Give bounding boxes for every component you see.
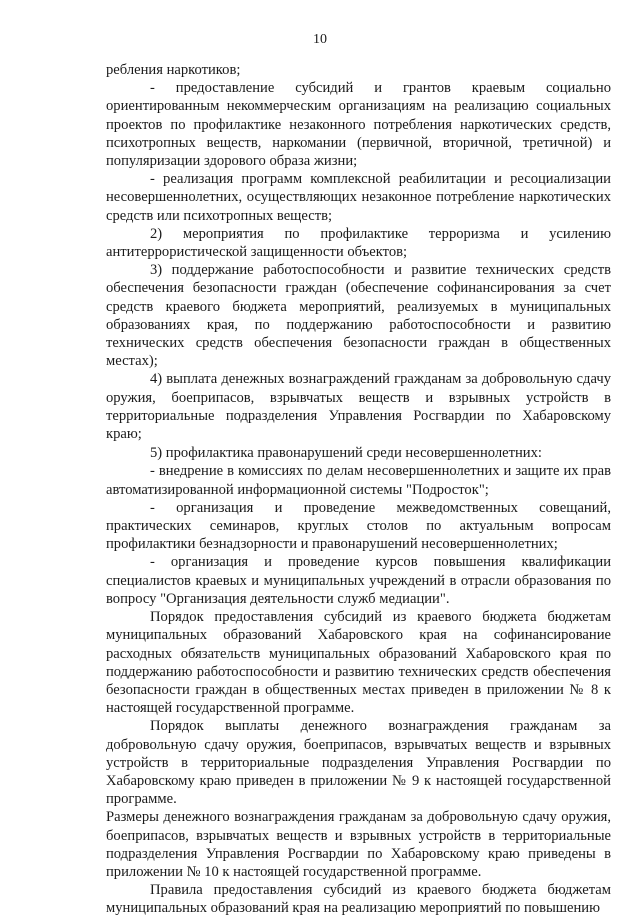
body-text [106,61,611,918]
paragraph-meetings-seminars: - организация и проведение межведомственных совещаний, практических семинаров, круглых столов по актуальным вопросам профилактики безнадзорности и правонарушений несовершеннолетних; [106,499,611,553]
paragraph-rehabilitation: - реализация программ комплексной реабилитации и ресоциализации несовершеннолетних, осуществляющих незаконное потребление наркотических средств или психотропных веществ; [106,171,611,224]
paragraph-reward-amounts: Размеры денежного вознаграждения гражданам за добровольную сдачу оружия, боеприпасов, взрывчатых веществ и взрывных устройств в территориальные подразделения Управления Росгвардии по Хабаровскому краю приведены в приложении № 10 к настоящей государственной программе. [106,809,611,880]
paragraph-subsidies-nko: - предоставление субсидий и грантов краевым социально ориентированным некоммерческим организациям на реализацию социальных проектов по профилактике незаконного потребления наркотических средств, психотропных веществ, наркомании (первичной, вторичной, третичной) и популяризации здорового образа жизни; [106,80,611,170]
paragraph-weapons-reward: 4) выплата денежных вознаграждений гражданам за добровольную сдачу оружия, боеприпасов, взрывчатых веществ и взрывных устройств в территориальные подразделения Управления Росгвардии по Хабаровскому краю; [106,371,611,443]
paragraph-ais-podrostok: - внедрение в комиссиях по делам несовершеннолетних и защите их прав автоматизированной информационной системы "Подросток"; [106,463,611,498]
paragraph-minors-offenses: 5) профилактика правонарушений среди несовершеннолетних: [150,445,542,462]
paragraph-continuation: ребления наркотиков; [106,62,241,78]
paragraph-subsidy-rules: Правила предоставления субсидий из краевого бюджета бюджетам муниципальных образований края на реализацию мероприятий по повышению [106,882,611,917]
paragraph-payment-procedure: Порядок выплаты денежного вознаграждения гражданам за добровольную сдачу оружия, боеприпасов, взрывчатых веществ и взрывных устройств в территориальные подразделения Управления Росгвардии по Хабаровскому краю приведен в приложении № 9 к настоящей государственной программе. [106,718,611,808]
page-number: 10 [313,32,327,47]
paragraph-terrorism-prevention: 2) мероприятия по профилактике терроризма и усилению антитеррористической защищенности объектов; [106,225,611,261]
paragraph-qualification-courses: - организация и проведение курсов повышения квалификации специалистов краевых и муниципальных учреждений в отрасли образования по вопросу "Организация деятельности служб медиации". [106,554,611,607]
paragraph-subsidy-procedure: Порядок предоставления субсидий из краевого бюджета бюджетам муниципальных образований Хабаровского края на софинансирование расходных обязательств муниципальных образований Хабаровского края по поддержанию работоспособности и развитию технических средств обеспечения безопасности граждан в общественных местах приведен в приложении № 8 к настоящей государственной программе. [106,609,611,717]
paragraph-technical-means: 3) поддержание работоспособности и развитие технических средств обеспечения безопасности граждан (обеспечение софинансирования за счет средств краевого бюджета мероприятий, реализуемых в муниципальных образованиях края, по поддержанию работоспособности и развитию технических средств обеспечения безопасности граждан в общественных местах); [106,262,611,370]
